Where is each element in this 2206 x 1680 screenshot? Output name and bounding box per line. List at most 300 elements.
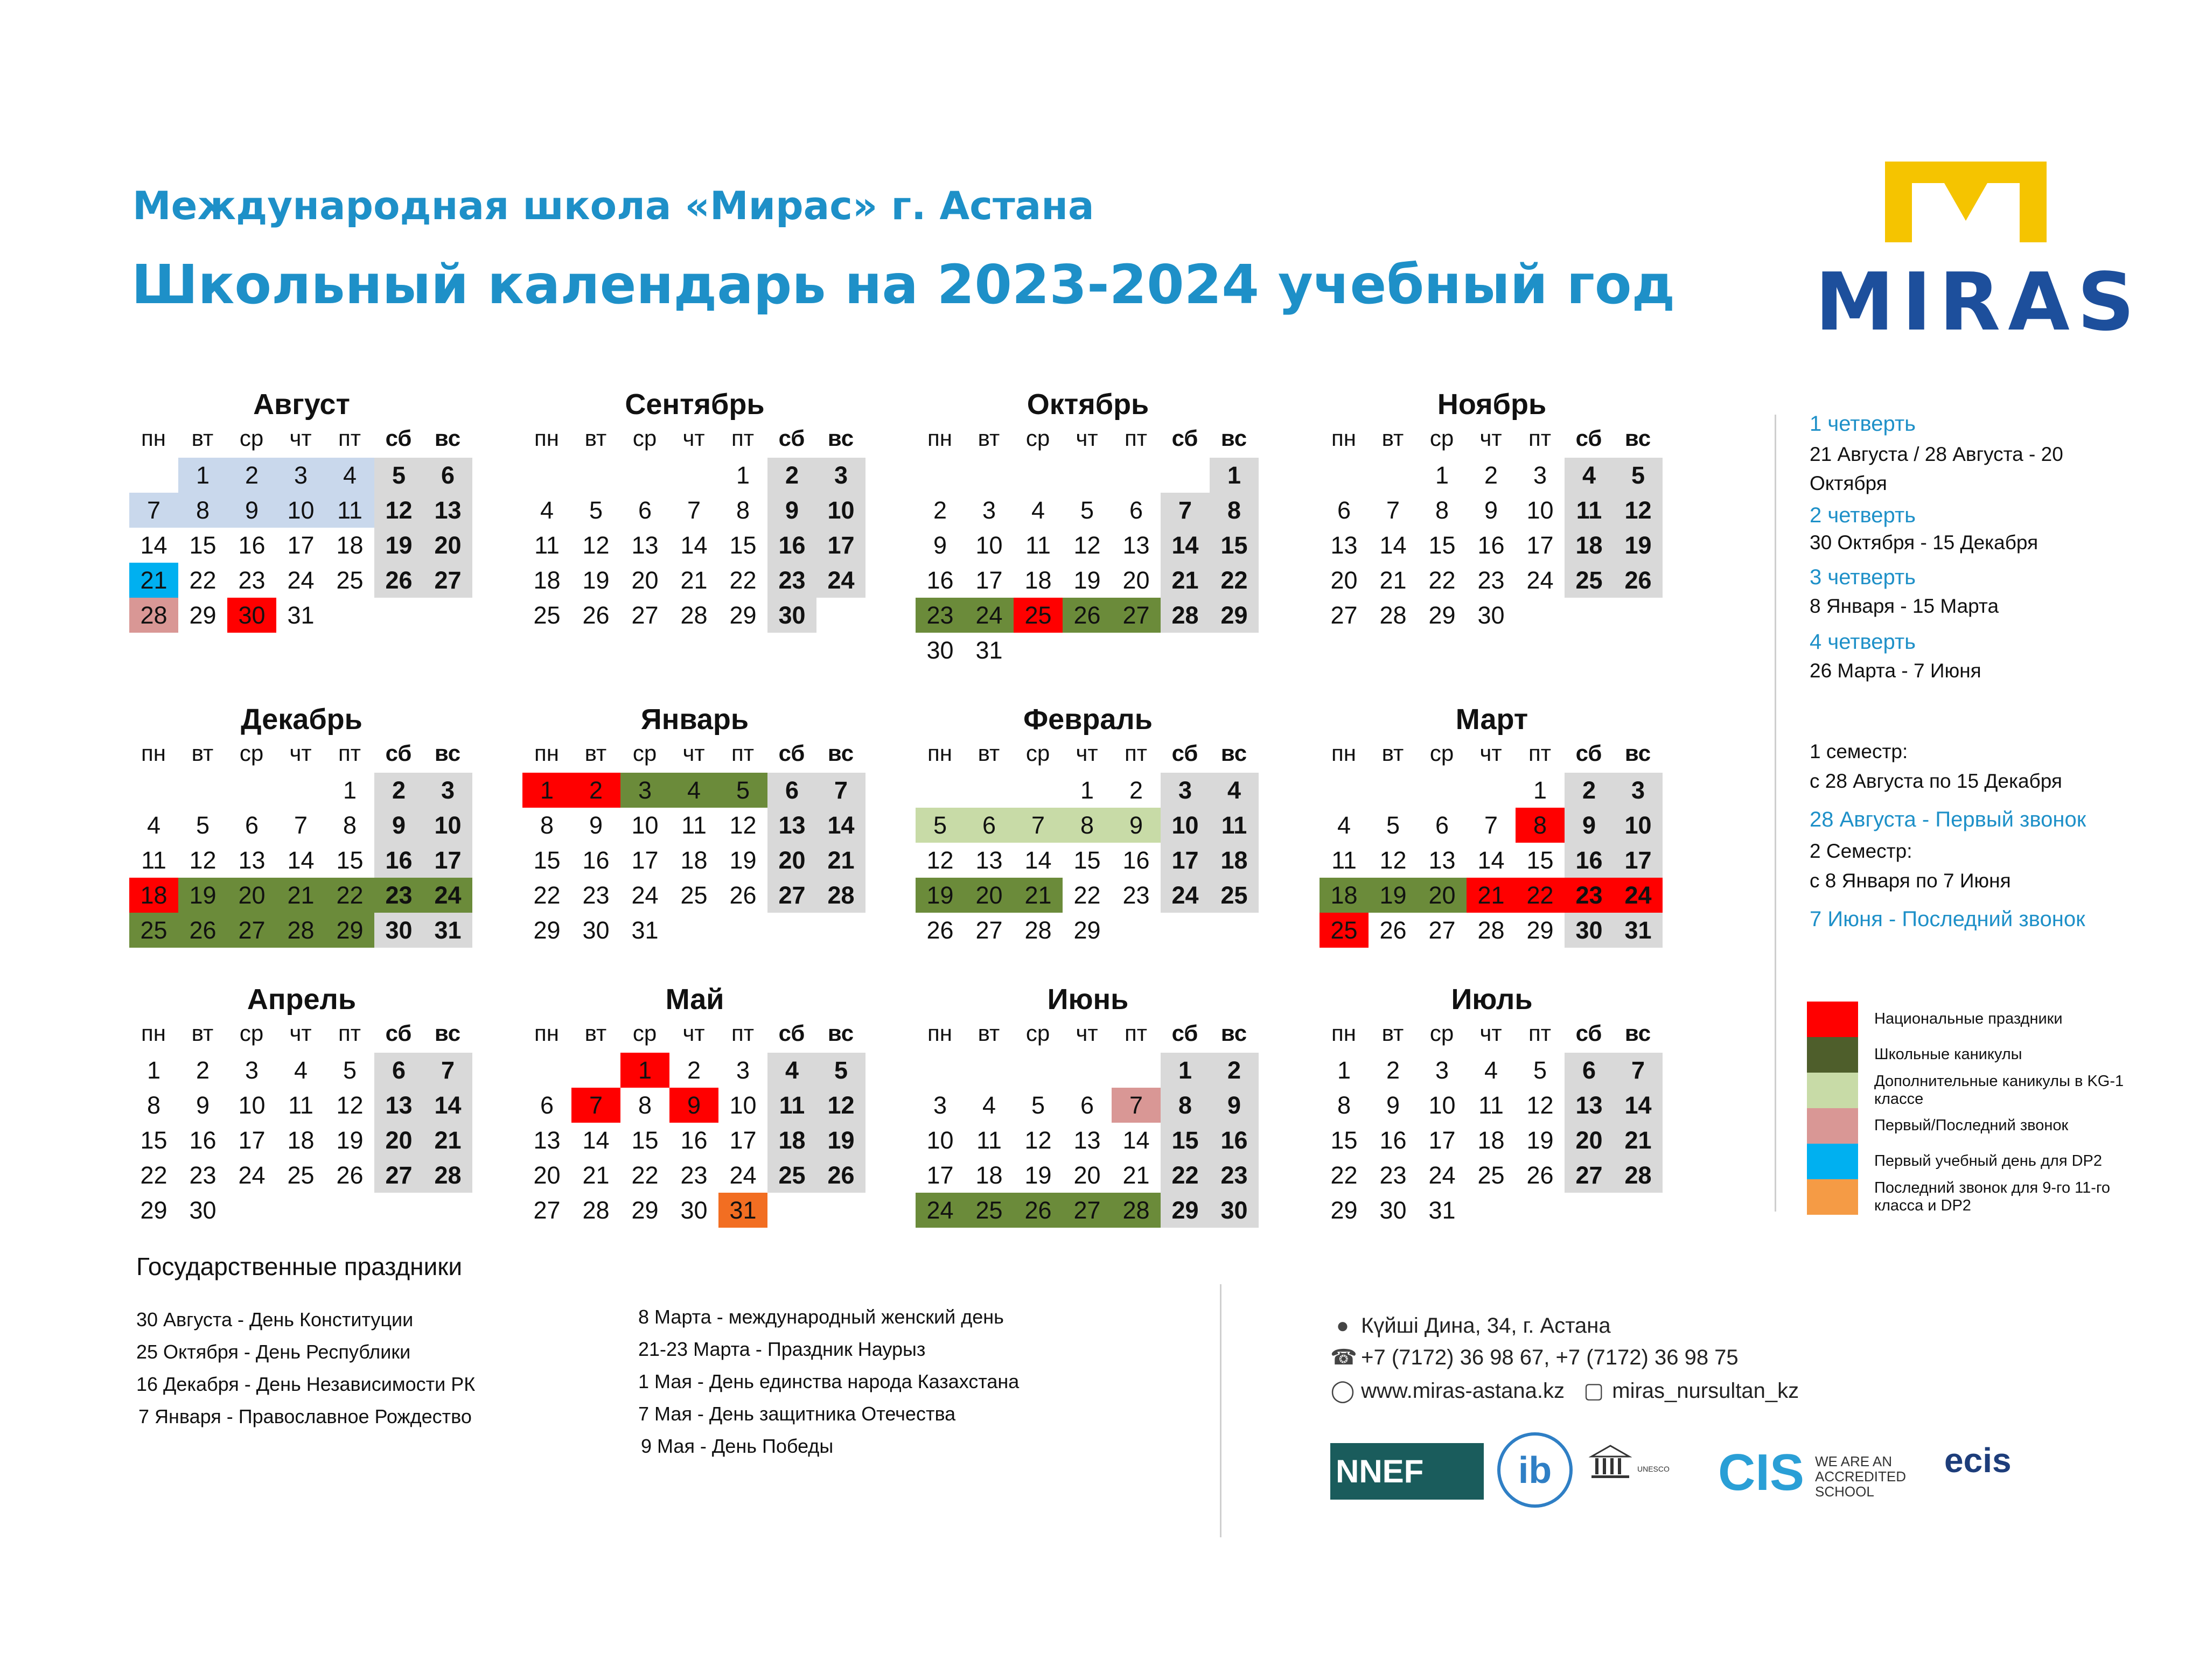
weekday-header: вс (434, 1020, 461, 1046)
weekday-header: вт (978, 1020, 1000, 1046)
weekday-header: чт (289, 425, 312, 451)
calendar-day: 14 (1161, 528, 1210, 563)
calendar-day: 9 (374, 808, 423, 843)
calendar-day: 3 (982, 496, 996, 524)
calendar-day: 17 (729, 1126, 757, 1154)
calendar-day: 16 (1477, 531, 1505, 559)
calendar-day: 7 (129, 493, 178, 528)
calendar-day: 1 (178, 458, 227, 493)
weekday-header: вс (434, 425, 461, 451)
calendar-day: 31 (287, 601, 315, 629)
unesco-temple-icon (1589, 1443, 1632, 1481)
calendar-day: 4 (325, 458, 374, 493)
weekday-header: ср (239, 425, 264, 451)
calendar-day: 17 (926, 1161, 954, 1189)
calendar-day: 3 (933, 1091, 947, 1119)
holiday-item: 8 Марта - международный женский день (638, 1306, 1004, 1328)
weekday-header: ср (239, 1020, 264, 1046)
calendar-day: 24 (423, 878, 472, 913)
calendar-day: 1 (522, 773, 571, 808)
weekday-header: пн (141, 1020, 166, 1046)
calendar-day: 16 (238, 531, 266, 559)
calendar-day: 14 (1024, 846, 1052, 874)
calendar-day: 10 (729, 1091, 757, 1119)
calendar-day: 22 (729, 566, 757, 594)
weekday-header: чт (682, 425, 705, 451)
calendar-day: 1 (1161, 1053, 1210, 1088)
calendar-day: 30 (680, 1196, 708, 1224)
calendar-day: 20 (227, 878, 276, 913)
calendar-day: 15 (631, 1126, 659, 1154)
calendar-day: 9 (933, 531, 947, 559)
semester-2-title: 2 Семестр: (1810, 840, 1912, 862)
calendar-day: 1 (1337, 1056, 1351, 1084)
calendar-day: 6 (1129, 496, 1143, 524)
calendar-day: 15 (140, 1126, 167, 1154)
calendar-day: 12 (926, 846, 954, 874)
weekday-header: вт (191, 1020, 214, 1046)
calendar-day: 7 (294, 811, 308, 839)
weekday-header: ср (1025, 1020, 1050, 1046)
calendar-day: 30 (926, 636, 954, 664)
calendar-day: 7 (687, 496, 701, 524)
calendar-day: 1 (146, 1056, 161, 1084)
address-text: Күйші Дина, 34, г. Астана (1361, 1314, 1611, 1338)
weekday-header: пт (1125, 1020, 1147, 1046)
calendar-day: 26 (816, 1158, 865, 1193)
calendar-day: 15 (336, 846, 364, 874)
calendar-day: 31 (718, 1193, 767, 1228)
calendar-day: 14 (140, 531, 167, 559)
calendar-day: 17 (1428, 1126, 1456, 1154)
calendar-day: 31 (423, 913, 472, 948)
month-name: Сентябрь (625, 388, 765, 421)
calendar-day: 4 (540, 496, 554, 524)
weekday-header: пт (338, 740, 361, 766)
legend-label: Последний звонок для 9-го 11-го класса и DP2 (1874, 1179, 2111, 1214)
calendar-day: 25 (680, 881, 708, 909)
calendar-day: 3 (245, 1056, 259, 1084)
weekday-header: пн (1331, 1020, 1356, 1046)
calendar-day: 28 (276, 913, 325, 948)
weekday-header: ср (632, 1020, 657, 1046)
calendar-day: 4 (1031, 496, 1045, 524)
calendar-day: 12 (1526, 1091, 1554, 1119)
weekday-header: вт (584, 1020, 607, 1046)
month-name: Апрель (247, 983, 357, 1016)
weekday-header: вт (191, 740, 214, 766)
calendar-day: 16 (680, 1126, 708, 1154)
calendar-day: 20 (374, 1123, 423, 1158)
calendar-day: 10 (276, 493, 325, 528)
calendar-day: 13 (975, 846, 1003, 874)
calendar-day: 2 (227, 458, 276, 493)
weekday-header: вс (1624, 1020, 1651, 1046)
calendar-day: 28 (1112, 1193, 1161, 1228)
weekday-header: ср (1025, 425, 1050, 451)
calendar-day: 31 (975, 636, 1003, 664)
calendar-day: 20 (1418, 878, 1467, 913)
calendar-day: 26 (374, 563, 423, 598)
calendar-day: 2 (933, 496, 947, 524)
calendar-day: 3 (1161, 773, 1210, 808)
calendar-day: 5 (343, 1056, 357, 1084)
calendar-day: 24 (238, 1161, 266, 1189)
calendar-day: 21 (816, 843, 865, 878)
calendar-day: 19 (178, 878, 227, 913)
calendar-day: 29 (1073, 916, 1101, 944)
calendar-day: 2 (687, 1056, 701, 1084)
calendar-day: 27 (1330, 601, 1358, 629)
calendar-day: 4 (294, 1056, 308, 1084)
calendar-day: 18 (1565, 528, 1614, 563)
calendar-day: 9 (196, 1091, 210, 1119)
calendar-day: 20 (965, 878, 1014, 913)
calendar-day: 21 (680, 566, 708, 594)
calendar-day: 15 (1210, 528, 1259, 563)
calendar-day: 4 (1484, 1056, 1498, 1084)
calendar-day: 4 (1565, 458, 1614, 493)
legend-item (1807, 1108, 2157, 1144)
calendar-day: 24 (631, 881, 659, 909)
weekday-header: пн (1331, 425, 1356, 451)
calendar-day: 18 (975, 1161, 1003, 1189)
first-bell-note: 28 Августа - Первый звонок (1810, 808, 2086, 831)
website-link[interactable]: www.miras-astana.kz (1361, 1379, 1565, 1403)
weekday-header: сб (1575, 1020, 1602, 1046)
legend-swatch (1807, 1037, 1858, 1073)
weekday-header: чт (1479, 740, 1502, 766)
legend-item (1807, 1144, 2157, 1179)
weekday-header: пн (141, 425, 166, 451)
calendar-day: 25 (1014, 598, 1063, 633)
calendar-day: 12 (582, 531, 610, 559)
calendar-day: 4 (669, 773, 718, 808)
calendar-day: 2 (767, 458, 816, 493)
calendar-title: Школьный календарь на 2023-2024 учебный год (131, 253, 1676, 316)
calendar-day: 15 (1073, 846, 1101, 874)
calendar-day: 27 (1063, 1193, 1112, 1228)
calendar-day: 15 (1526, 846, 1554, 874)
calendar-day: 8 (1337, 1091, 1351, 1119)
weekday-header: пн (927, 740, 952, 766)
month-name: Ноябрь (1437, 388, 1547, 421)
calendar-day: 23 (374, 878, 423, 913)
calendar-day: 13 (1428, 846, 1456, 874)
calendar-day: 18 (1320, 878, 1369, 913)
calendar-day: 19 (582, 566, 610, 594)
calendar-day: 17 (975, 566, 1003, 594)
partner-logos (1330, 1432, 2084, 1513)
calendar-day: 18 (336, 531, 364, 559)
weekday-header: ср (1025, 740, 1050, 766)
calendar-day: 25 (1320, 913, 1369, 948)
weekday-header: вс (1624, 425, 1651, 451)
calendar-day: 21 (1614, 1123, 1663, 1158)
calendar-day: 21 (276, 878, 325, 913)
calendar-day: 25 (336, 566, 364, 594)
weekday-header: пн (534, 425, 559, 451)
phone-text: +7 (7172) 36 98 67, +7 (7172) 36 98 75 (1361, 1346, 1739, 1369)
calendar-day: 16 (1122, 846, 1150, 874)
school-name: Международная школа «Мирас» г. Астана (132, 183, 1094, 228)
month-name: Январь (640, 703, 749, 736)
legend-label: Дополнительные каникулы в KG-1 классе (1874, 1073, 2124, 1108)
calendar-day: 26 (729, 881, 757, 909)
calendar-day: 12 (1073, 531, 1101, 559)
calendar-day: 10 (423, 808, 472, 843)
weekday-header: вс (1624, 740, 1651, 766)
calendar-day: 26 (336, 1161, 364, 1189)
weekday-header: вс (1220, 1020, 1247, 1046)
address-row (1330, 1314, 1611, 1338)
calendar-day: 1 (1533, 776, 1547, 804)
calendar-day: 6 (1565, 1053, 1614, 1088)
holiday-item: 7 Января - Православное Рождество (138, 1405, 472, 1427)
calendar-day: 8 (146, 1091, 161, 1119)
calendar-day: 22 (1210, 563, 1259, 598)
calendar-day: 21 (1014, 878, 1063, 913)
holiday-item: 16 Декабря - День Независимости РК (136, 1373, 476, 1395)
calendar-day: 23 (767, 563, 816, 598)
calendar-day: 10 (1614, 808, 1663, 843)
calendar-day: 15 (189, 531, 217, 559)
weekday-header: вс (827, 740, 854, 766)
calendar-day: 6 (245, 811, 259, 839)
calendar-day: 5 (1614, 458, 1663, 493)
calendar-day: 14 (1379, 531, 1407, 559)
calendar-day: 7 (1386, 496, 1400, 524)
weekday-header: вт (1381, 740, 1404, 766)
legend-item (1807, 1037, 2157, 1073)
calendar-day: 3 (423, 773, 472, 808)
calendar-day: 13 (423, 493, 472, 528)
calendar-day: 31 (1614, 913, 1663, 948)
calendar-day: 29 (189, 601, 217, 629)
calendar-day: 9 (1112, 808, 1161, 843)
calendar-day: 4 (1210, 773, 1259, 808)
quarter-2-text: 30 Октября - 15 Декабря (1810, 531, 2039, 554)
weekday-header: вт (1381, 1020, 1404, 1046)
instagram-icon: ▢ (1583, 1379, 1604, 1403)
calendar-day: 6 (1337, 496, 1351, 524)
calendar-day: 2 (571, 773, 620, 808)
calendar-day: 22 (533, 881, 561, 909)
calendar-day: 16 (189, 1126, 217, 1154)
calendar-day: 27 (1112, 598, 1161, 633)
calendar-day: 14 (1477, 846, 1505, 874)
legend-swatch (1807, 1108, 1858, 1144)
calendar-day: 12 (336, 1091, 364, 1119)
calendar-day: 14 (816, 808, 865, 843)
legend-swatch (1807, 1073, 1858, 1108)
calendar-day: 30 (227, 598, 276, 633)
calendar-day: 3 (276, 458, 325, 493)
calendar-day: 8 (540, 811, 554, 839)
calendar-day: 5 (589, 496, 603, 524)
calendar-day: 18 (680, 846, 708, 874)
calendar-day: 28 (1379, 601, 1407, 629)
semester-1-title: 1 семестр: (1810, 740, 1908, 762)
calendar-day: 24 (287, 566, 315, 594)
calendar-day: 19 (1369, 878, 1418, 913)
weekday-header: пн (1331, 740, 1356, 766)
calendar-day: 13 (1122, 531, 1150, 559)
calendar-day: 3 (1533, 461, 1547, 489)
weekday-header: пт (1528, 1020, 1551, 1046)
calendar-day: 16 (1210, 1123, 1259, 1158)
calendar-day: 19 (336, 1126, 364, 1154)
calendar-day: 30 (1477, 601, 1505, 629)
calendar-day: 11 (141, 846, 166, 874)
weekday-header: чт (289, 740, 312, 766)
calendar-day: 14 (680, 531, 708, 559)
calendar-day: 11 (1478, 1091, 1504, 1119)
calendar-day: 14 (423, 1088, 472, 1123)
calendar-day: 26 (1379, 916, 1407, 944)
calendar-day: 13 (533, 1126, 561, 1154)
calendar-day: 23 (1210, 1158, 1259, 1193)
weekday-header: ср (632, 740, 657, 766)
calendar-day: 2 (1484, 461, 1498, 489)
calendar-day: 23 (680, 1161, 708, 1189)
calendar-day: 9 (767, 493, 816, 528)
weekday-header: вс (827, 1020, 854, 1046)
calendar-day: 27 (1428, 916, 1456, 944)
holiday-item: 25 Октября - День Республики (136, 1341, 411, 1363)
calendar-day: 13 (631, 531, 659, 559)
weekday-header: вт (1381, 425, 1404, 451)
calendar-day: 10 (1428, 1091, 1456, 1119)
globe-icon: ◯ (1330, 1379, 1355, 1403)
calendar-day: 21 (1161, 563, 1210, 598)
weekday-header: сб (778, 425, 805, 451)
calendar-day: 24 (965, 598, 1014, 633)
calendar-day: 28 (1477, 916, 1505, 944)
calendar-day: 5 (1386, 811, 1400, 839)
calendar-day: 27 (374, 1158, 423, 1193)
calendar-day: 13 (1565, 1088, 1614, 1123)
calendar-day: 2 (196, 1056, 210, 1084)
weekday-header: сб (385, 1020, 412, 1046)
calendar-day: 23 (1122, 881, 1150, 909)
calendar-day: 11 (534, 531, 560, 559)
calendar-day: 22 (631, 1161, 659, 1189)
calendar-day: 20 (1565, 1123, 1614, 1158)
calendar-day: 11 (1565, 493, 1614, 528)
location-pin-icon: ● (1336, 1314, 1350, 1338)
weekday-header: пт (1125, 740, 1147, 766)
weekday-header: ср (1429, 1020, 1454, 1046)
calendar-day: 25 (1565, 563, 1614, 598)
calendar-day: 26 (1014, 1193, 1063, 1228)
legend-label: Первый/Последний звонок (1874, 1117, 2069, 1134)
calendar-day: 15 (1330, 1126, 1358, 1154)
calendar-day: 6 (1435, 811, 1449, 839)
holiday-item: 7 Мая - День защитника Отечества (638, 1403, 956, 1425)
weekday-header: сб (1171, 740, 1198, 766)
calendar-day: 27 (767, 878, 816, 913)
weekday-header: ср (632, 425, 657, 451)
calendar-day: 29 (325, 913, 374, 948)
calendar-day: 9 (1484, 496, 1498, 524)
calendar-day: 8 (1161, 1088, 1210, 1123)
calendar-day: 8 (1210, 493, 1259, 528)
calendar-day: 30 (1379, 1196, 1407, 1224)
calendar-day: 8 (178, 493, 227, 528)
calendar-day: 29 (1428, 601, 1456, 629)
vertical-divider-right (1775, 415, 1776, 1212)
calendar-day: 13 (1073, 1126, 1101, 1154)
calendar-day: 1 (1435, 461, 1449, 489)
weekday-header: чт (682, 1020, 705, 1046)
month-name: Декабрь (241, 703, 362, 736)
calendar-day: 2 (1129, 776, 1143, 804)
weekday-header: чт (1076, 425, 1098, 451)
calendar-day: 2 (1386, 1056, 1400, 1084)
calendar-day: 12 (374, 493, 423, 528)
calendar-day: 18 (767, 1123, 816, 1158)
calendar-day: 28 (816, 878, 865, 913)
calendar-day: 23 (238, 566, 266, 594)
calendar-day: 29 (1210, 598, 1259, 633)
calendar-day: 7 (423, 1053, 472, 1088)
legend-swatch (1807, 1002, 1858, 1037)
quarter-1-text: 21 Августа / 28 Августа - 20 Октября (1810, 443, 2063, 494)
calendar-day: 20 (533, 1161, 561, 1189)
calendar-day: 23 (189, 1161, 217, 1189)
calendar-day: 17 (631, 846, 659, 874)
instagram-link[interactable]: miras_nursultan_kz (1612, 1379, 1799, 1403)
calendar-day: 14 (582, 1126, 610, 1154)
calendar-day: 15 (1428, 531, 1456, 559)
quarter-4-text: 26 Марта - 7 Июня (1810, 660, 1981, 682)
calendar-day: 21 (1379, 566, 1407, 594)
calendar-day: 11 (1025, 531, 1051, 559)
calendar-day: 1 (343, 776, 357, 804)
calendar-day: 23 (1379, 1161, 1407, 1189)
calendar-day: 9 (1565, 808, 1614, 843)
calendar-day: 25 (1210, 878, 1259, 913)
calendar-day: 3 (736, 1056, 750, 1084)
calendar-day: 12 (1024, 1126, 1052, 1154)
phone-icon: ☎ (1330, 1346, 1357, 1369)
calendar-day: 10 (926, 1126, 954, 1154)
calendar-day: 20 (1122, 566, 1150, 594)
calendar-day: 9 (589, 811, 603, 839)
calendar-day: 12 (189, 846, 217, 874)
calendar-day: 15 (1161, 1123, 1210, 1158)
cis-logo (1718, 1443, 1955, 1502)
calendar-day: 24 (1614, 878, 1663, 913)
weekday-header: вс (434, 740, 461, 766)
calendar-day: 16 (374, 843, 423, 878)
calendar-day: 2 (374, 773, 423, 808)
calendar-day: 20 (1073, 1161, 1101, 1189)
calendar-day: 4 (982, 1091, 996, 1119)
weekday-header: вт (191, 425, 214, 451)
last-bell-note: 7 Июня - Последний звонок (1810, 907, 2085, 931)
weekday-header: чт (1479, 425, 1502, 451)
calendar-day: 29 (140, 1196, 167, 1224)
calendar-day: 11 (1210, 808, 1259, 843)
calendar-day: 9 (1210, 1088, 1259, 1123)
weekday-header: вс (827, 425, 854, 451)
calendar-day: 11 (288, 1091, 313, 1119)
calendar-day: 24 (816, 563, 865, 598)
weekday-header: вс (1220, 740, 1247, 766)
vertical-divider-bottom (1220, 1284, 1221, 1537)
